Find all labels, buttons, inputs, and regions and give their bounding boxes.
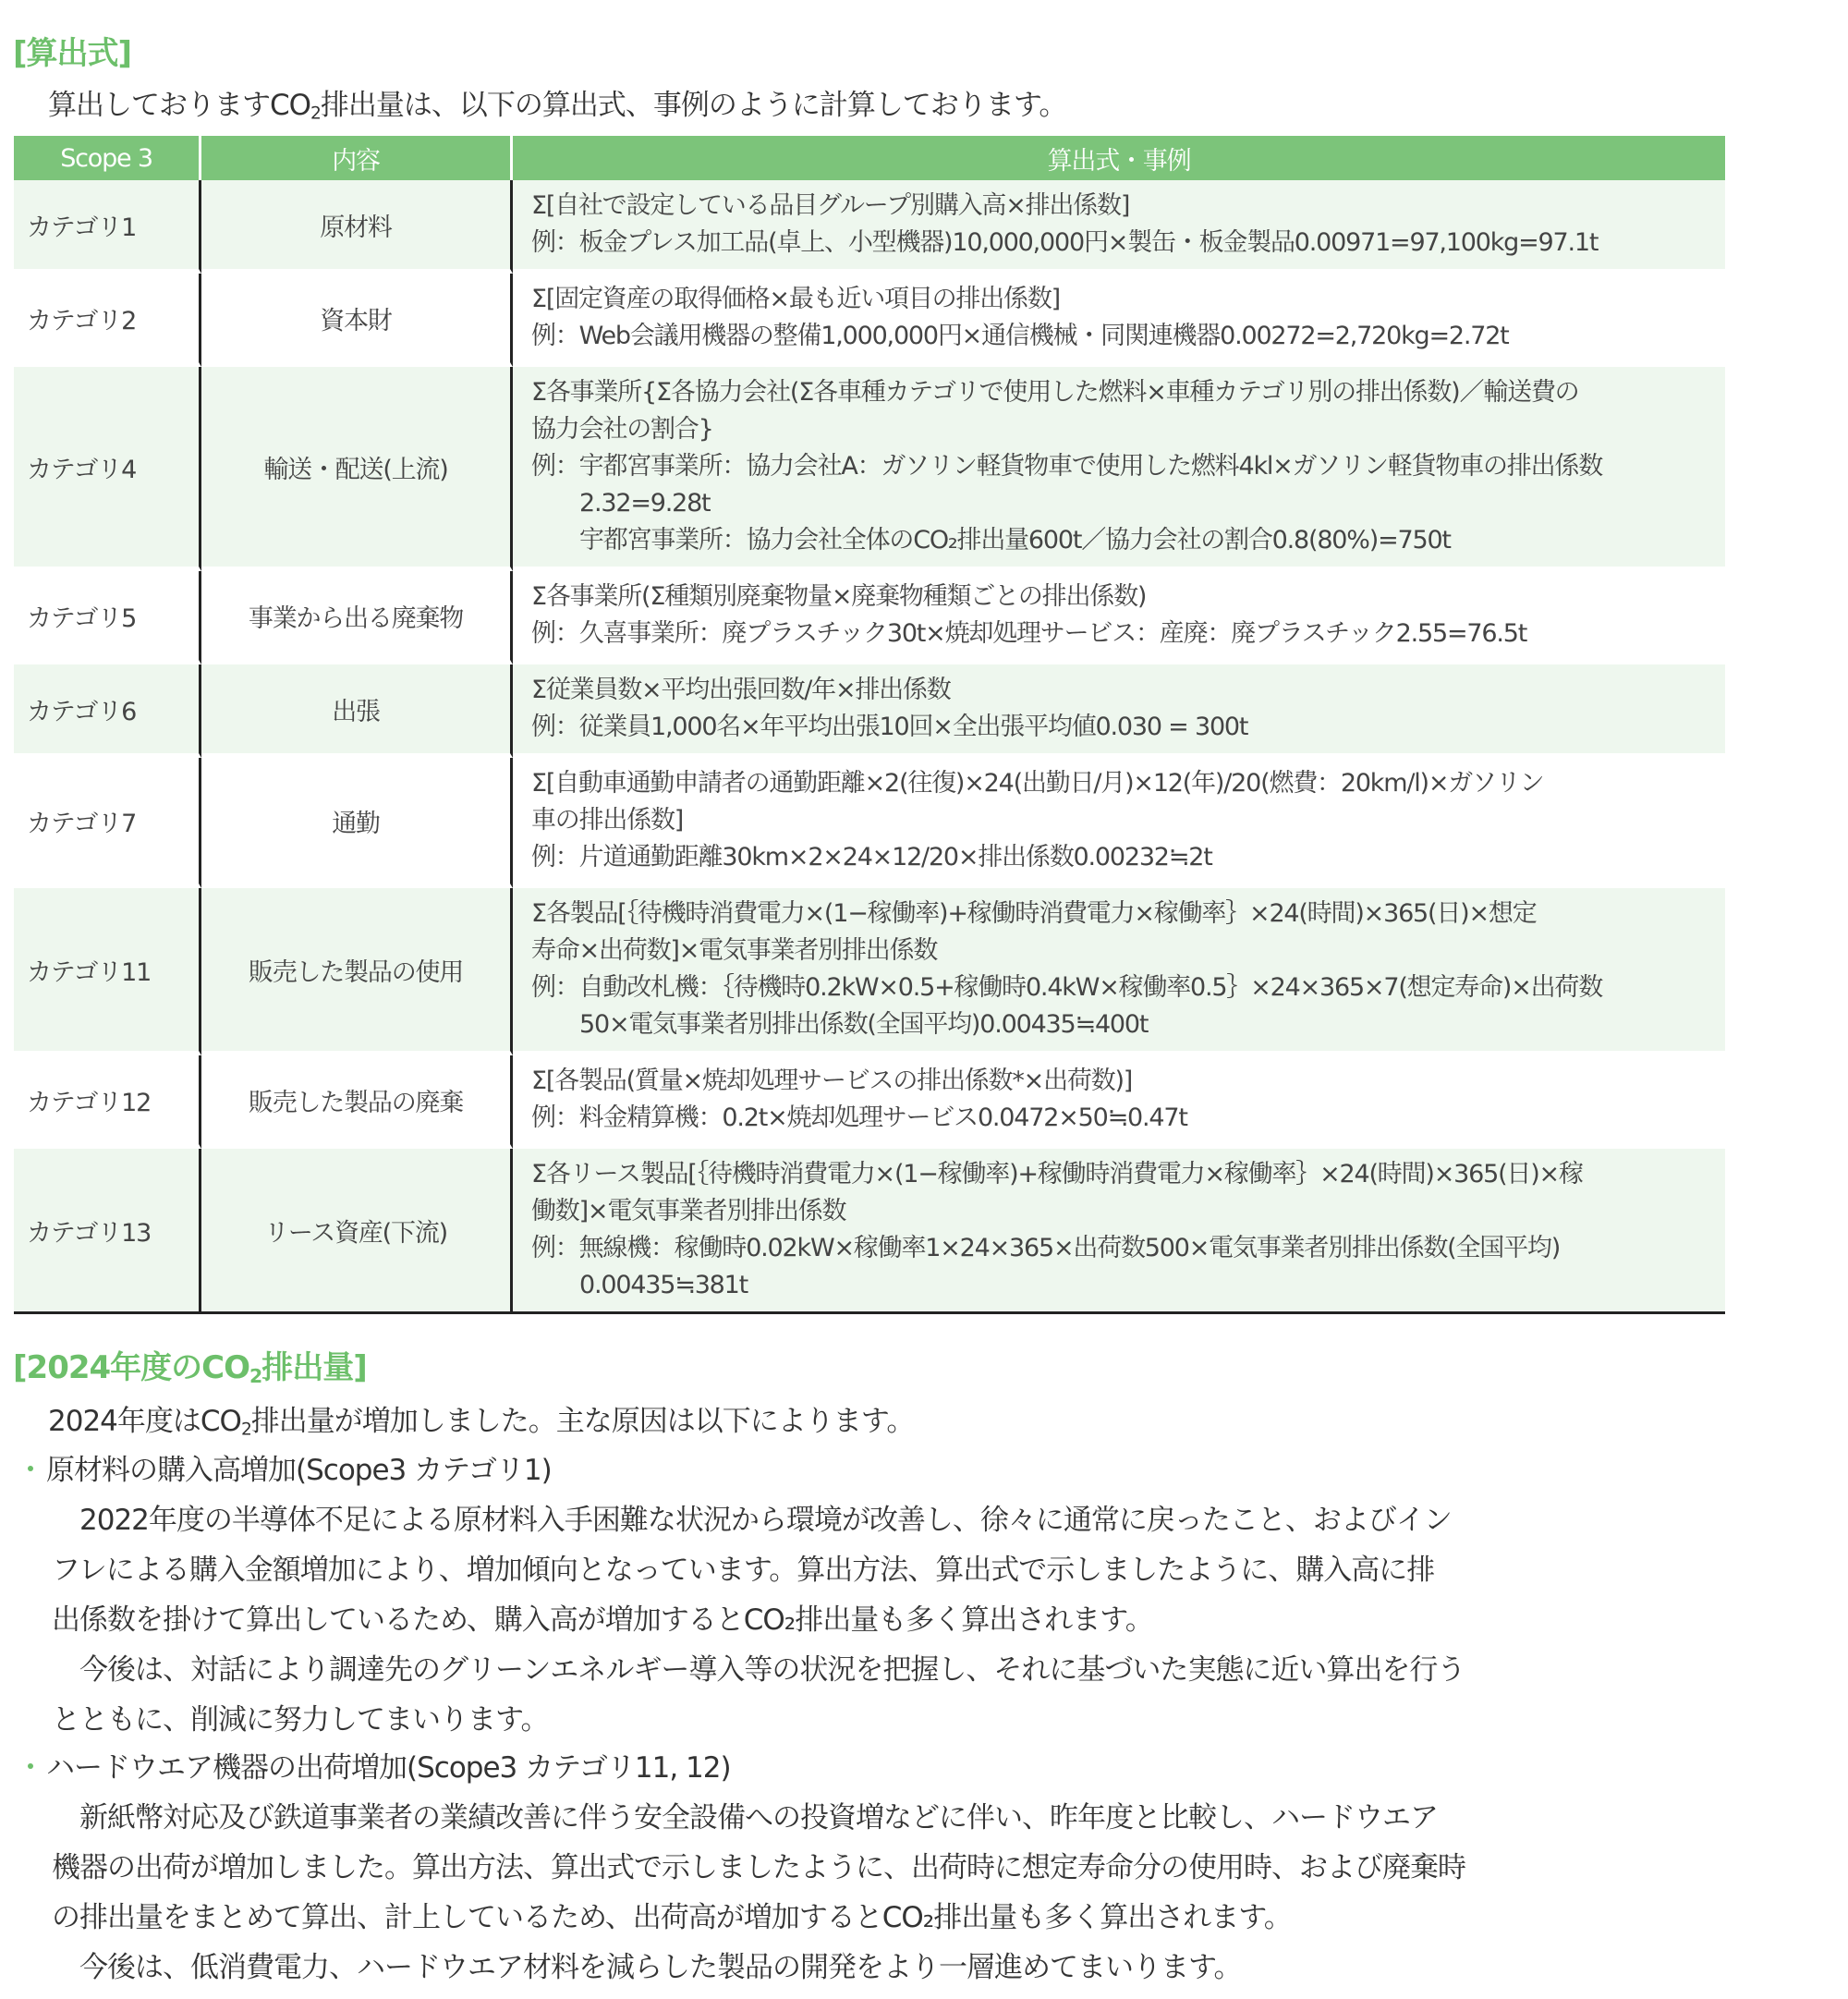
formula-cell (513, 274, 1725, 367)
table-row (14, 664, 1725, 758)
emissions-intro-text (48, 1397, 914, 1440)
formula-line: 例：久喜事業所：廃プラスチック30t×焼却処理サービス：産廃：廃プラスチック2.55=76.5t (531, 619, 1527, 648)
formula-line: 例：片道通勤距離30km×2×24×12/20×排出係数0.00232≒2t (531, 843, 1212, 872)
subscript: 2 (240, 1420, 251, 1440)
formula-line: 寿命×出荷数]×電気事業者別排出係数 (531, 936, 938, 965)
column-header-scope3: Scope 3 (14, 136, 201, 180)
cause-description-line: 今後は、対話により調達先のグリーンエネルギー導入等の状況を把握し、それに基づいた実態に近い算出を行う (52, 1653, 1465, 1687)
cause-bullet-title (28, 1744, 731, 1786)
formula-line: Σ各事業所{Σ各協力会社(Σ各車種カテゴリで使用した燃料×車種カテゴリ別の排出係数)／輸送費の (531, 378, 1579, 407)
content-cell: 原材料 (201, 180, 513, 274)
formula-line: 例：板金プレス加工品(卓上、小型機器)10,000,000円×製缶・板金製品0.00971=97,100kg=97.1t (531, 228, 1599, 257)
formula-line: 例：宇都宮事業所：協力会社A：ガソリン軽貨物車で使用した燃料4kl×ガソリン軽貨物車の排出係数 (531, 452, 1603, 481)
category-cell: カテゴリ4 (14, 367, 201, 571)
table-row (14, 274, 1725, 367)
scope3-formula-table (14, 136, 1725, 1314)
content-cell: 出張 (201, 664, 513, 758)
formula-line: 0.00435≒381t (579, 1271, 748, 1299)
subscript: 2 (310, 104, 321, 124)
intro-text-part: 2024年度はCO (48, 1405, 241, 1438)
formula-cell (513, 888, 1725, 1055)
formula-line: 協力会社の割合} (531, 415, 713, 444)
cause-bullet-title (28, 1446, 552, 1488)
cause-description-line: 2022年度の半導体不足による原材料入手困難な状況から環境が改善し、徐々に通常に戻ったこと、およびイン (52, 1504, 1452, 1537)
formula-cell (513, 758, 1725, 888)
table-row (14, 180, 1725, 274)
cause-description-line: 新紙幣対応及び鉄道事業者の業績改善に伴う安全設備への投資増などに伴い、昨年度と比較し、ハードウエア (52, 1801, 1438, 1834)
category-cell: カテゴリ11 (14, 888, 201, 1055)
column-header-formula: 算出式・事例 (513, 136, 1725, 180)
formula-line: 車の排出係数] (531, 806, 684, 835)
formula-line: 2.32=9.28t (579, 489, 711, 518)
column-header-content: 内容 (201, 136, 513, 180)
table-row (14, 1055, 1725, 1149)
content-cell: 販売した製品の廃棄 (201, 1055, 513, 1149)
bullet-title-text: ハードウエア機器の出荷増加(Scope3 カテゴリ11, 12) (46, 1751, 731, 1785)
formula-line: Σ[各製品(質量×焼却処理サービスの排出係数*×出荷数)] (531, 1067, 1133, 1095)
formula-cell (513, 1055, 1725, 1149)
subscript: 2 (249, 1365, 262, 1388)
bullet-title-text: 原材料の購入高増加(Scope3 カテゴリ1) (46, 1454, 552, 1487)
category-cell: カテゴリ7 (14, 758, 201, 888)
formula-section-heading: [算出式] (13, 35, 132, 72)
intro-text-part: 排出量が増加しました。主な原因は以下によります。 (250, 1405, 915, 1438)
formula-line: 50×電気事業者別排出係数(全国平均)0.00435≒400t (579, 1010, 1149, 1039)
formula-cell (513, 1149, 1725, 1314)
content-cell: 販売した製品の使用 (201, 888, 513, 1055)
cause-description-line: 機器の出荷が増加しました。算出方法、算出式で示しましたように、出荷時に想定寿命分の使用時、および廃棄時 (52, 1851, 1465, 1884)
category-cell: カテゴリ12 (14, 1055, 201, 1149)
formula-line: 例：無線機：稼働時0.02kW×稼働率1×24×365×出荷数500×電気事業者別排出係数(全国平均) (531, 1234, 1561, 1262)
emissions-2024-heading (13, 1342, 367, 1387)
formula-intro-text (48, 81, 1066, 124)
content-cell: 輸送・配送(上流) (201, 367, 513, 571)
category-cell: カテゴリ5 (14, 571, 201, 664)
formula-line: 例：従業員1,000名×年平均出張10回×全出張平均値0.030 = 300t (531, 713, 1248, 741)
intro-text-part: 排出量は、以下の算出式、事例のように計算しております。 (320, 89, 1067, 122)
heading-part: 排出量] (261, 1349, 367, 1386)
formula-line: Σ各リース製品[｛待機時消費電力×(1−稼働率)+稼働時消費電力×稼働率｝×24(時間)×365(日)×稼 (531, 1160, 1583, 1188)
content-cell: 通勤 (201, 758, 513, 888)
formula-line: 働数]×電気事業者別排出係数 (531, 1197, 846, 1225)
formula-cell (513, 571, 1725, 664)
category-cell: カテゴリ13 (14, 1149, 201, 1314)
cause-description-line: の排出量をまとめて算出、計上しているため、出荷高が増加するとCO₂排出量も多く算出されます。 (52, 1901, 1292, 1934)
bullet-dot-icon (28, 1763, 33, 1769)
intro-text-part: 算出しておりますCO (48, 89, 311, 122)
content-cell: 事業から出る廃棄物 (201, 571, 513, 664)
category-cell: カテゴリ6 (14, 664, 201, 758)
content-cell: 資本財 (201, 274, 513, 367)
formula-line: 例：Web会議用機器の整備1,000,000円×通信機械・同関連機器0.00272=2,720kg=2.72t (531, 322, 1509, 350)
category-cell: カテゴリ1 (14, 180, 201, 274)
formula-line: Σ各事業所(Σ種類別廃棄物量×廃棄物種類ごとの排出係数) (531, 582, 1147, 611)
content-cell: リース資産(下流) (201, 1149, 513, 1314)
formula-line: Σ[自動車通勤申請者の通勤距離×2(往復)×24(出勤日/月)×12(年)/20(燃費：20km/l)×ガソリン (531, 769, 1544, 798)
cause-description-line: 出係数を掛けて算出しているため、購入高が増加するとCO₂排出量も多く算出されます。 (52, 1603, 1153, 1637)
table-row (14, 758, 1725, 888)
formula-cell (513, 180, 1725, 274)
heading-part: [2024年度のCO (13, 1349, 250, 1386)
table-row (14, 367, 1725, 571)
table-row (14, 571, 1725, 664)
formula-cell (513, 367, 1725, 571)
cause-description-line: とともに、削減に努力してまいります。 (52, 1703, 549, 1737)
table-header-row (14, 136, 1725, 180)
formula-line: 例：料金精算機：0.2t×焼却処理サービス0.0472×50≒0.47t (531, 1103, 1187, 1132)
bullet-dot-icon (28, 1466, 33, 1471)
formula-line: 宇都宮事業所：協力会社全体のCO₂排出量600t／協力会社の割合0.8(80%)=750t (579, 526, 1451, 555)
cause-description-line: 今後は、低消費電力、ハードウエア材料を減らした製品の開発をより一層進めてまいります。 (52, 1951, 1242, 1984)
category-cell: カテゴリ2 (14, 274, 201, 367)
formula-line: Σ[固定資産の取得価格×最も近い項目の排出係数] (531, 285, 1060, 313)
table-row (14, 1149, 1725, 1314)
cause-description-line: フレによる購入金額増加により、増加傾向となっています。算出方法、算出式で示しましたように、購入高に排 (52, 1554, 1435, 1587)
formula-line: 例：自動改札機：｛待機時0.2kW×0.5+稼働時0.4kW×稼働率0.5｝×24×365×7(想定寿命)×出荷数 (531, 973, 1603, 1002)
formula-line: Σ従業員数×平均出張回数/年×排出係数 (531, 676, 951, 704)
formula-line: Σ[自社で設定している品目グループ別購入高×排出係数] (531, 191, 1130, 220)
formula-cell (513, 664, 1725, 758)
table-row (14, 888, 1725, 1055)
formula-line: Σ各製品[｛待機時消費電力×(1−稼働率)+稼働時消費電力×稼働率｝×24(時間)×365(日)×想定 (531, 899, 1537, 928)
